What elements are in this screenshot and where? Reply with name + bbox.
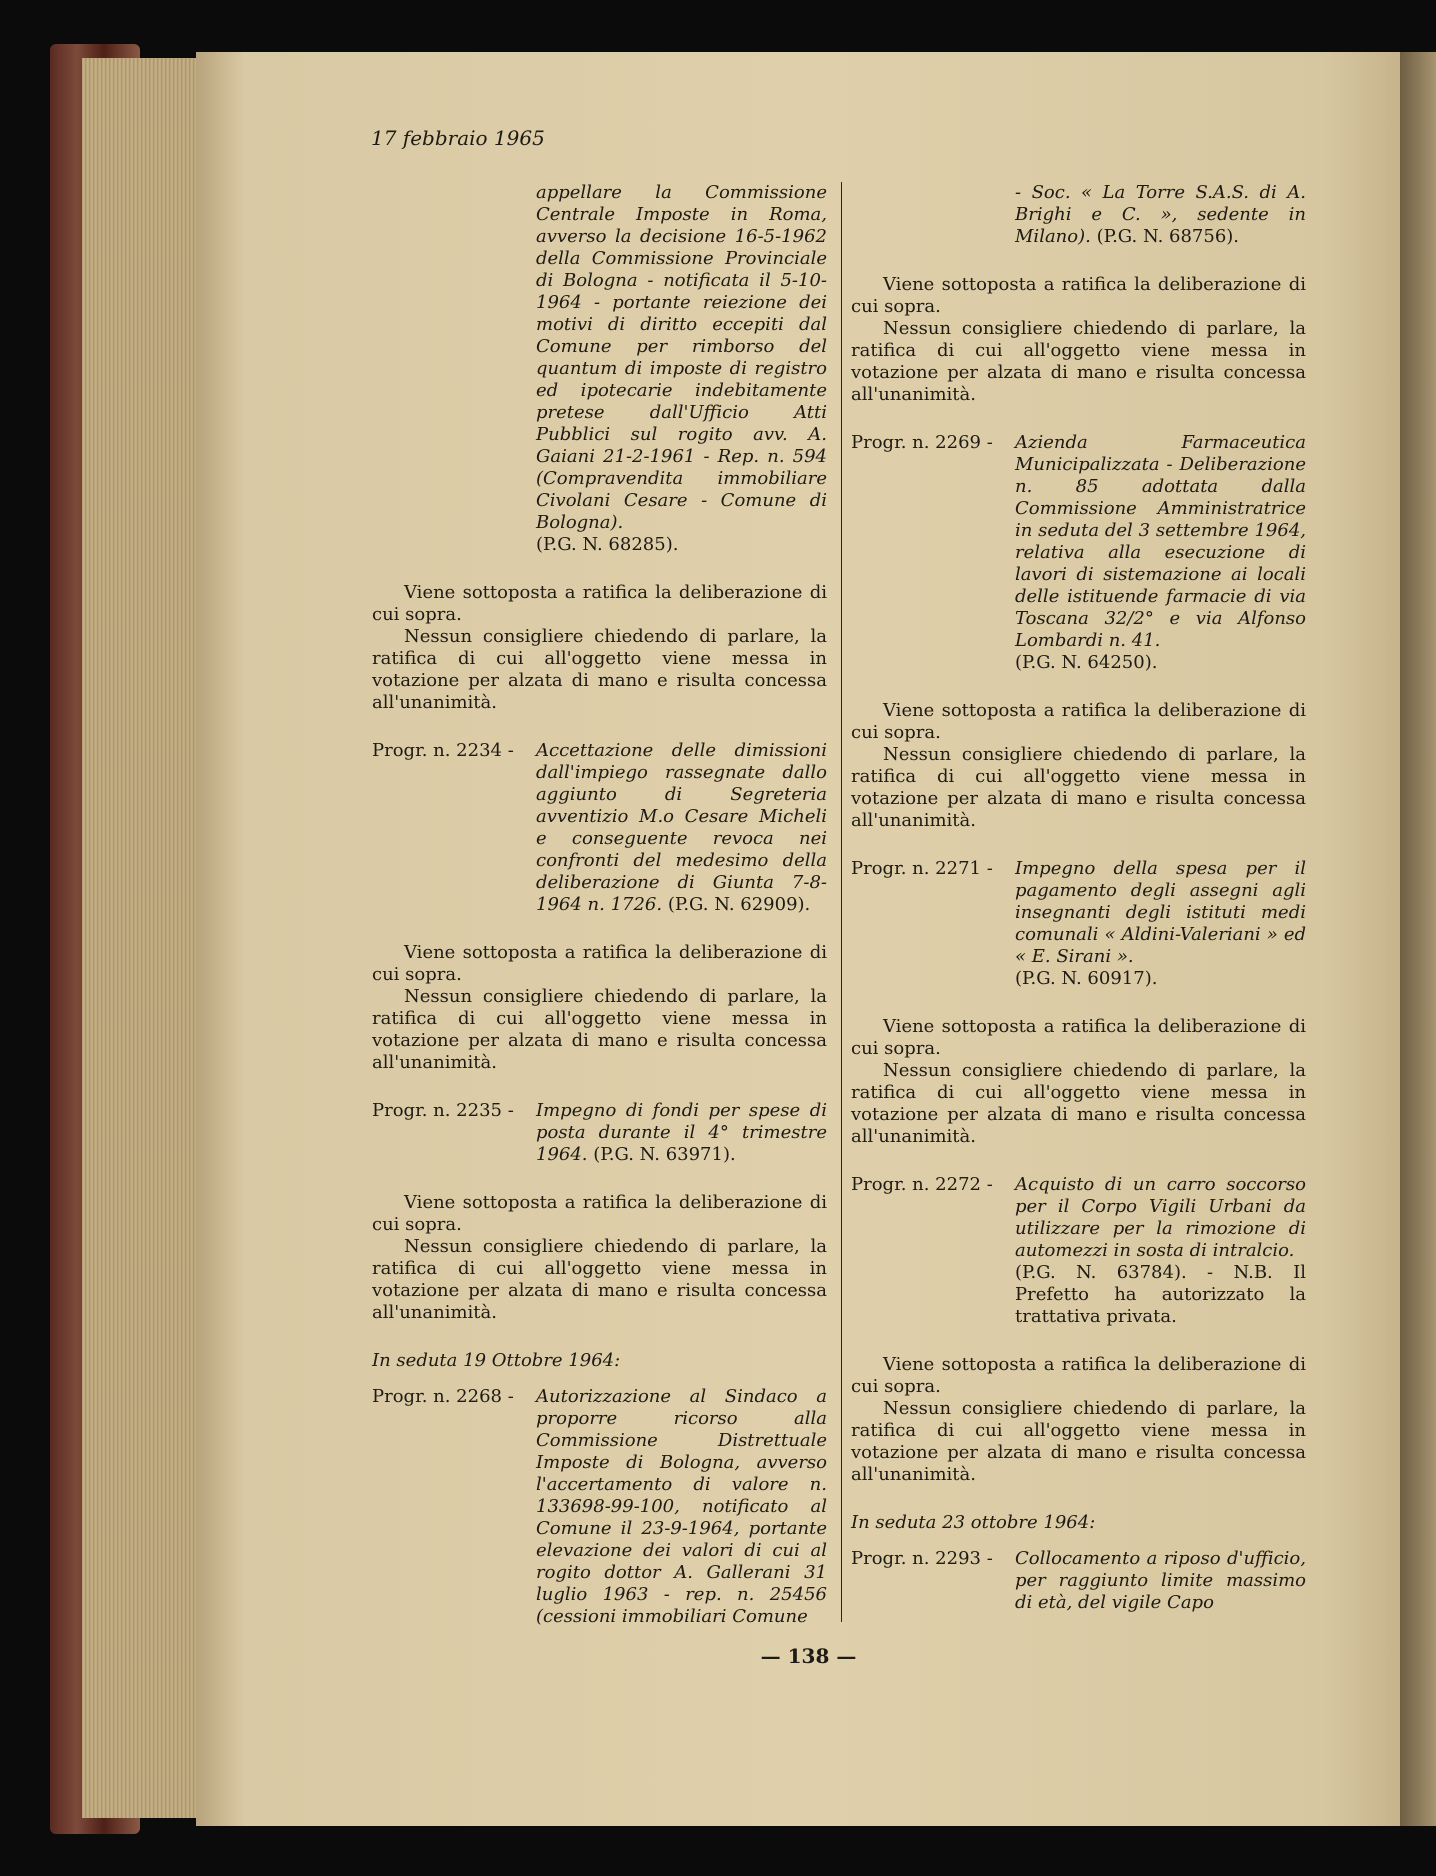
page-stack-edge [82,58,202,1818]
entry-subject: Impegno di fondi per spese di posta durante il 4° trimestre 1964. [536,1100,827,1165]
vote-line: Nessun consigliere chiedendo di parlare, la ratifica di cui all'oggetto viene messa in votazione per alzata di mano e risulta concessa all'unanimità. [372,1236,827,1323]
entry-pg: (P.G. N. 62909). [667,894,811,915]
vote-line: Nessun consigliere chiedendo di parlare, la ratifica di cui all'oggetto viene messa in votazione per alzata di mano e risulta concessa all'unanimità. [372,986,827,1073]
vote-line: Nessun consigliere chiedendo di parlare, la ratifica di cui all'oggetto viene messa in votazione per alzata di mano e risulta concessa all'unanimità. [851,1060,1306,1147]
entry-subject: Accettazione delle dimissioni dall'impiego rassegnate dallo aggiunto di Segreteria avventizio M.o Cesare Micheli e conseguente revoca nei confronti del medesimo della deliberazione di Giunta 7-8-1964 n. 1726. [536,740,827,915]
entry-text: Autorizzazione al Sindaco a proporre ricorso alla Commissione Distrettuale Imposte di Bologna, avverso l'accertamento di valore n. 133698-99-100, notificato al Comune il 23-9-1964, portante elevazione dei valori di cui al rogito dottor A. Gallerani 31 luglio 1963 - rep. n. 25456 (cessioni immobiliari Comune [536,1386,827,1627]
ratification-line: Viene sottoposta a ratifica la deliberazione di cui sopra. [851,700,1306,743]
page-header-date: 17 febbraio 1965 [371,126,545,150]
footer [196,0,1421,1700]
page-number: — 138 — [760,1644,857,1668]
continued-entry-pg: (P.G. N. 68285). [536,534,679,555]
continued-entry-text: appellare la Commissione Centrale Imposte in Roma, avverso la decisione 16-5-1962 della Commissione Provinciale di Bologna - notificata il 5-10-1964 - portante reiezione dei motivi di diritto eccepiti dal Comune per rimborso del quantum di imposte di registro ed ipotecarie indebitamente pretese dall'Ufficio Atti Pubblici sul rogito avv. A. Gaiani 21-2-1961 - Rep. n. 594 (Compravendita immobiliare Civolani Cesare - Comune di Bologna). [536,182,827,533]
entry-label: Progr. n. 2271 - [851,858,993,879]
entry-subject: Impegno della spesa per il pagamento degli assegni agli insegnanti degli istituti medi comunali « Aldini-Valeriani » ed « E. Sirani ». [1015,858,1306,967]
ratification-line: Viene sottoposta a ratifica la deliberazione di cui sopra. [851,274,1306,317]
entry-pg: (P.G. N. 63784). - N.B. Il Prefetto ha autorizzato la trattativa privata. [1015,1262,1306,1327]
entry-subject: Azienda Farmaceutica Municipalizzata - Deliberazione n. 85 adottata dalla Commissione Amministratrice in seduta del 3 settembre 1964, relativa alla esecuzione di lavori di sistemazione ai locali delle istituende farmacie di via Toscana 32/2° e via Alfonso Lombardi n. 41. [1015,432,1306,651]
entry-label: Progr. n. 2235 - [372,1100,514,1121]
session-heading: In seduta 23 ottobre 1964: [851,1512,1096,1533]
ratification-line: Viene sottoposta a ratifica la deliberazione di cui sopra. [372,1192,827,1235]
entry-pg: (P.G. N. 60917). [1015,968,1158,989]
vote-line: Nessun consigliere chiedendo di parlare, la ratifica di cui all'oggetto viene messa in votazione per alzata di mano e risulta concessa all'unanimità. [851,1398,1306,1485]
entry-pg: (P.G. N. 64250). [1015,652,1158,673]
continued-entry-subject: - Soc. « La Torre S.A.S. di A. Brighi e C. », sedente in Milano). [1015,182,1306,247]
vote-line: Nessun consigliere chiedendo di parlare, la ratifica di cui all'oggetto viene messa in votazione per alzata di mano e risulta concessa all'unanimità. [372,626,827,713]
session-heading: In seduta 19 Ottobre 1964: [372,1350,621,1371]
vote-line: Nessun consigliere chiedendo di parlare, la ratifica di cui all'oggetto viene messa in votazione per alzata di mano e risulta concessa all'unanimità. [851,744,1306,831]
entry-text: Collocamento a riposo d'ufficio, per raggiunto limite massimo di età, del vigile Capo [1015,1548,1306,1613]
entry-subject: Acquisto di un carro soccorso per il Corpo Vigili Urbani da utilizzare per la rimozione di automezzi in sosta di intralcio. [1015,1174,1306,1261]
entry-label: Progr. n. 2269 - [851,432,993,453]
entry-label: Progr. n. 2272 - [851,1174,993,1195]
vote-line: Nessun consigliere chiedendo di parlare, la ratifica di cui all'oggetto viene messa in votazione per alzata di mano e risulta concessa all'unanimità. [851,318,1306,405]
ratification-line: Viene sottoposta a ratifica la deliberazione di cui sopra. [851,1354,1306,1397]
entry-label: Progr. n. 2234 - [372,740,514,761]
entry-label: Progr. n. 2268 - [372,1386,514,1407]
continued-entry-pg: (P.G. N. 68756). [1096,226,1240,247]
ratification-line: Viene sottoposta a ratifica la deliberazione di cui sopra. [372,942,827,985]
entry-label: Progr. n. 2293 - [851,1548,993,1569]
ratification-line: Viene sottoposta a ratifica la deliberazione di cui sopra. [372,582,827,625]
ratification-line: Viene sottoposta a ratifica la deliberazione di cui sopra. [851,1016,1306,1059]
entry-pg: (P.G. N. 63971). [593,1144,736,1165]
